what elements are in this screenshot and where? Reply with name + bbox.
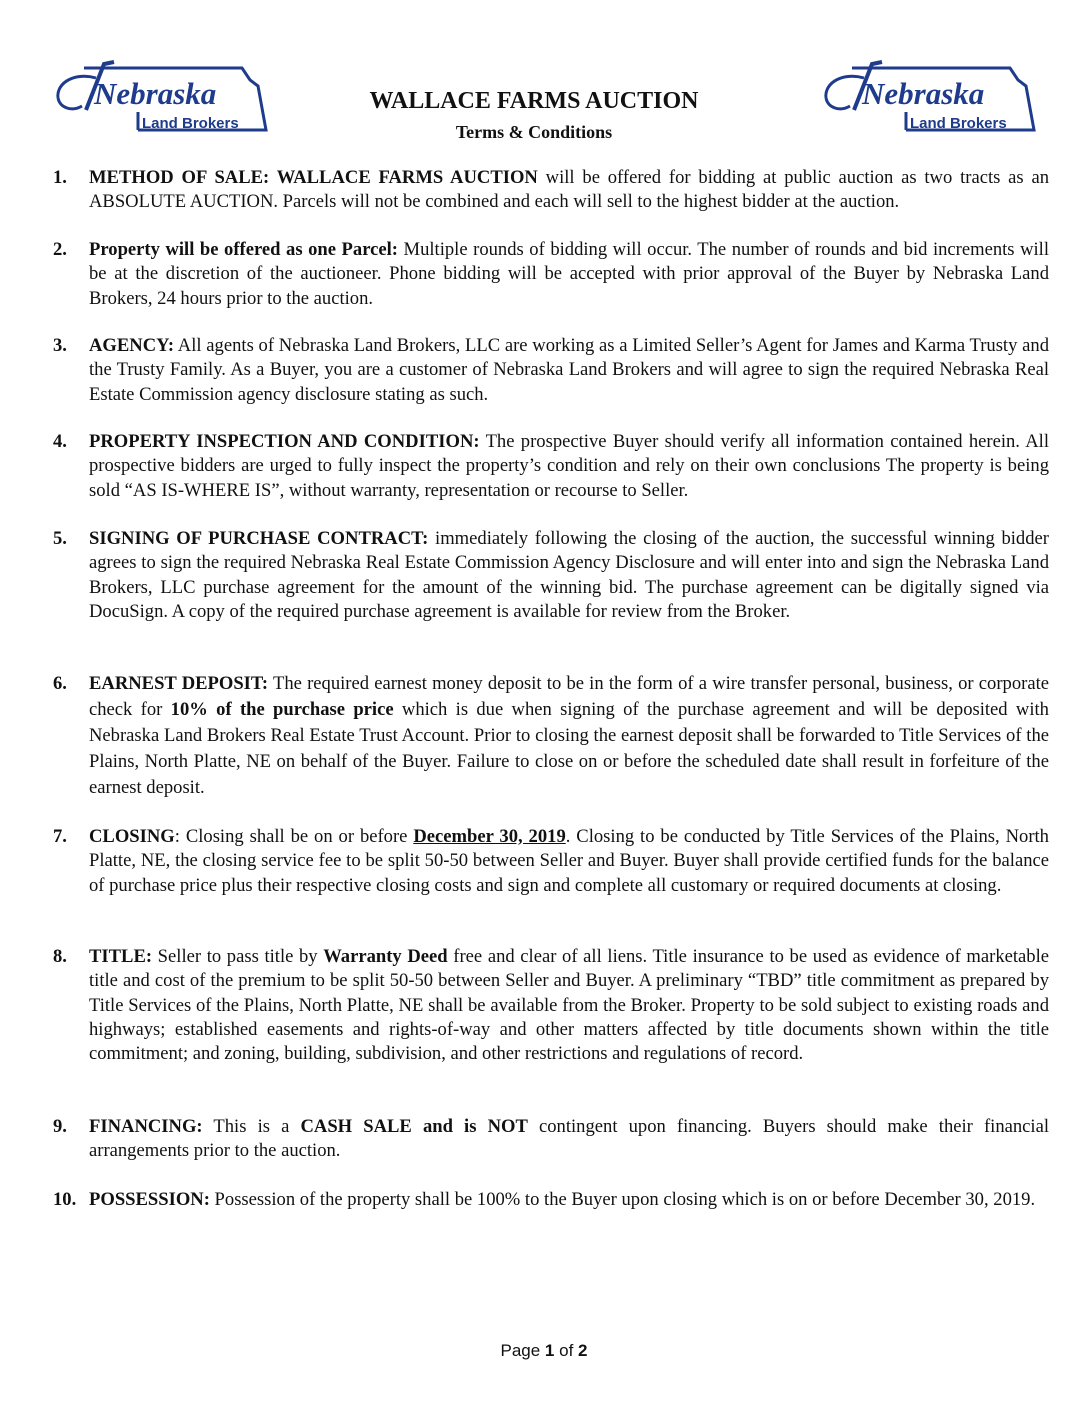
term-emphasis: CASH SALE and is NOT [300, 1116, 528, 1137]
term-body: contingent upon financing. Buyers should make their financial arrangements prior to the auction. [89, 1116, 1050, 1162]
term-number: 6. [53, 673, 67, 694]
term-number: 4. [53, 431, 67, 452]
term-financing [53, 1115, 1050, 1164]
term-body: . Closing to be conducted by Title Services of the Plains, North Platte, NE, the closing service fee to be split 50-50 between Seller and Buyer. Buyer shall provide certified funds for the balance of purchase price plus their respective closing costs and sign and complete all customary or required documents at closing. [89, 826, 1049, 896]
term-title [53, 945, 1049, 1066]
term-emphasis: 10% of the purchase price [170, 699, 394, 720]
term-body: This is a [202, 1116, 301, 1137]
closing-date: December 30, 2019 [413, 826, 566, 847]
term-body: will be offered for bidding at public auction as two tracts as an ABSOLUTE AUCTION. Parcels will not be combined and each will sell to the highest bidder at the auction. [89, 167, 1050, 213]
term-number: 2. [53, 239, 67, 260]
term-heading: POSSESSION: [89, 1189, 210, 1210]
page-current: 1 [544, 1341, 555, 1360]
term-property-inspection [53, 430, 1049, 503]
term-heading: FINANCING: [89, 1116, 203, 1137]
document-title: WALLACE FARMS AUCTION [369, 88, 699, 114]
term-number: 8. [53, 946, 67, 967]
logo-subtitle: Land Brokers [910, 115, 1007, 132]
term-heading: Property will be offered as one Parcel: [89, 239, 398, 260]
term-number: 7. [53, 826, 67, 847]
term-heading: PROPERTY INSPECTION AND CONDITION: [89, 431, 480, 452]
term-body: All agents of Nebraska Land Brokers, LLC are working as a Limited Seller’s Agent for James and Karma Trusty and the Trusty Family. As a Buyer, you are a customer of Nebraska Land Brokers and will agree to sign the required Nebraska Real Estate Commission agency disclosure stating as such. [89, 335, 1049, 405]
term-body: The prospective Buyer should verify all information contained herein. All prospective bidders are urged to fully inspect the property’s condition and rely on their own conclusions The property is being sold “AS IS-WHERE IS”, without warranty, representation or recourse to Seller. [89, 431, 1049, 501]
term-heading: CLOSING [89, 826, 175, 847]
term-number: 5. [53, 528, 67, 549]
term-heading: TITLE: [89, 946, 153, 967]
logo-left [46, 58, 272, 142]
logo-wordmark: Nebraska [862, 76, 985, 111]
term-closing [53, 825, 1049, 898]
term-body: The required earnest money deposit to be in the form of a wire transfer personal, business, or corporate check for [89, 673, 1049, 720]
page-label: Page [500, 1341, 541, 1360]
logo-wordmark: Nebraska [94, 76, 217, 111]
page-total: 2 [578, 1341, 588, 1360]
term-parcel [53, 238, 1049, 311]
term-signing-contract [53, 527, 1049, 624]
term-body: Possession of the property shall be 100% to the Buyer upon closing which is on or before December 30, 2019. [209, 1189, 1036, 1210]
term-heading: METHOD OF SALE: WALLACE FARMS AUCTION [89, 167, 538, 188]
term-possession [53, 1188, 1049, 1212]
term-heading: AGENCY: [89, 335, 175, 356]
term-emphasis: Warranty Deed [323, 946, 448, 967]
term-number: 10. [53, 1189, 77, 1210]
term-method-of-sale [53, 166, 1050, 215]
term-body: : Closing shall be on or before [174, 826, 414, 847]
logo-subtitle: Land Brokers [142, 115, 239, 132]
term-number: 1. [53, 167, 67, 188]
term-body: which is due when signing of the purchase agreement and will be deposited with Nebraska Land Brokers Real Estate Trust Account. Prior to closing the earnest deposit shall be forwarded to Title Services of the Plains, North Platte, NE on behalf of the Buyer. Failure to close on or before the scheduled date shall result in forfeiture of the earnest deposit. [89, 699, 1049, 798]
term-body: Seller to pass title by [152, 946, 324, 967]
term-number: 3. [53, 335, 67, 356]
logo-right [814, 58, 1040, 142]
term-heading: SIGNING OF PURCHASE CONTRACT: [89, 528, 429, 549]
page-footer [0, 1341, 1088, 1361]
term-body: immediately following the closing of the auction, the successful winning bidder agrees to sign the required Nebraska Real Estate Commission Agency Disclosure and will enter into and sign the Nebraska Land Brokers, LLC purchase agreement for the amount of the winning bid. The purchase agreement can be digitally signed via DocuSign. A copy of the required purchase agreement is available for review from the Broker. [89, 528, 1049, 622]
page-of: of [559, 1341, 574, 1360]
term-body: free and clear of all liens. Title insurance to be used as evidence of marketable title and cost of the premium to be split 50-50 between Seller and Buyer. A preliminary “TBD” title commitment as prepared by Title Services of the Plains, North Platte, NE shall be available from the Broker. Property to be sold subject to existing roads and highways; established easements and rights-of-way and other matters affected by title documents shown within the title commitment; and zoning, building, subdivision, and other restrictions and regulations of record. [89, 946, 1049, 1065]
term-heading: EARNEST DEPOSIT: [89, 673, 269, 694]
term-number: 9. [53, 1116, 67, 1137]
term-body: Multiple rounds of bidding will occur. The number of rounds and bid increments will be at the discretion of the auctioneer. Phone bidding will be accepted with prior approval of the Buyer by Nebraska Land Brokers, 24 hours prior to the auction. [89, 239, 1049, 309]
term-agency [53, 334, 1049, 407]
document-subtitle: Terms & Conditions [455, 122, 613, 142]
term-earnest-deposit [53, 671, 1049, 801]
